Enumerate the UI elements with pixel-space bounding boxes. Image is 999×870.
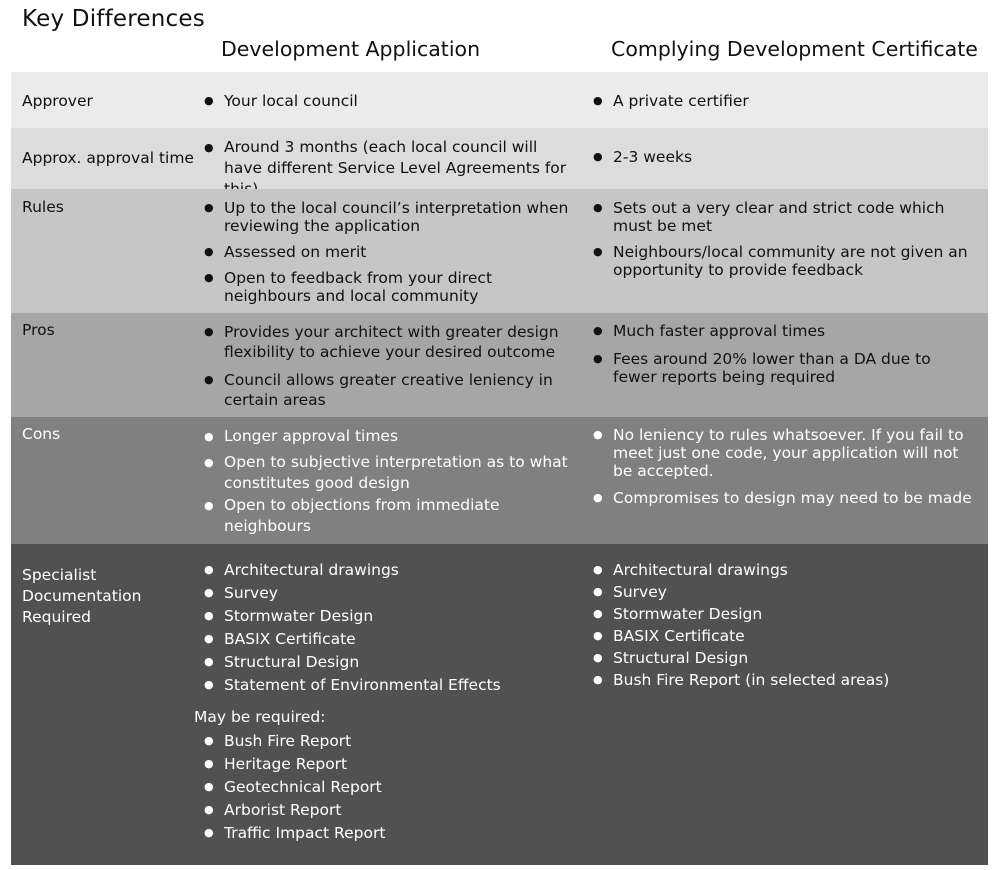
list-item: ● Heritage Report: [194, 755, 569, 773]
row-label: Approx. approval time: [22, 149, 194, 167]
list-item: ● Longer approval times: [194, 426, 569, 447]
list-item: ● BASIX Certificate: [194, 630, 569, 648]
da-list: [194, 561, 569, 694]
row-label: Pros: [22, 321, 55, 339]
list-item: ● Fees around 20% lower than a DA due to fewer reports being required: [583, 350, 978, 386]
row-approval-time: [11, 128, 988, 189]
row-label: Rules: [22, 198, 64, 216]
row-label: [22, 565, 194, 628]
list-item: ● Arborist Report: [194, 801, 569, 819]
list-item: ● Compromises to design may need to be made: [583, 489, 978, 507]
list-item: ● Much faster approval times: [583, 322, 978, 340]
row-pros: [11, 313, 988, 417]
list-item: ● Provides your architect with greater design flexibility to achieve your desired outcome: [194, 322, 569, 362]
list-item: ● Survey: [194, 584, 569, 602]
row-label: Approver: [22, 92, 93, 110]
list-item: ● Assessed on merit: [194, 243, 569, 261]
list-item: ● Bush Fire Report (in selected areas): [583, 671, 978, 689]
da-docs: [194, 561, 569, 847]
row-label-line: Documentation: [22, 587, 142, 605]
list-item: ● Statement of Environmental Effects: [194, 676, 569, 694]
cdc-list: [583, 322, 978, 386]
list-item: ● Stormwater Design: [583, 605, 978, 623]
row-rules: [11, 189, 988, 313]
list-item: ● Structural Design: [583, 649, 978, 667]
cdc-list: [583, 561, 978, 694]
list-item: ● BASIX Certificate: [583, 627, 978, 645]
list-item: ● No leniency to rules whatsoever. If you fail to meet just one code, your application will not be accepted.: [583, 426, 978, 480]
may-be-required-label: May be required:: [194, 708, 326, 726]
list-item: ● Sets out a very clear and strict code which must be met: [583, 199, 978, 235]
column-header-cdc: Complying Development Certificate: [611, 37, 978, 61]
da-list: [194, 92, 569, 110]
list-item: ● Council allows greater creative leniency in certain areas: [194, 370, 569, 410]
da-list: [194, 199, 569, 305]
da-list: [194, 322, 569, 410]
row-label-line: Specialist: [22, 566, 97, 584]
list-item: ● Traffic Impact Report: [194, 824, 569, 842]
da-list: [194, 426, 569, 537]
column-header-da: Development Application: [221, 37, 481, 61]
list-item: ● A private certifier: [583, 92, 978, 110]
row-label: Cons: [22, 425, 61, 443]
row-documentation: [11, 544, 988, 865]
list-item: ● Architectural drawings: [583, 561, 978, 579]
list-item: ● Around 3 months (each local council will have different Service Level Agreements for: [194, 137, 569, 200]
row-label-line: Required: [22, 608, 91, 626]
cdc-list: [583, 92, 978, 110]
cdc-list: [583, 199, 978, 279]
list-item: ● 2-3 weeks: [583, 148, 978, 166]
page-title: Key Differences: [22, 6, 205, 32]
list-item: ● Neighbours/local community are not given an opportunity to provide feedback: [583, 243, 978, 279]
list-item: ● Open to feedback from your direct neighbours and local community: [194, 269, 569, 305]
list-item: ● Structural Design: [194, 653, 569, 671]
row-cons: [11, 417, 988, 544]
list-item: ● Stormwater Design: [194, 607, 569, 625]
list-item: ● Open to subjective interpretation as to what constitutes good design: [194, 452, 569, 494]
list-item: ● Geotechnical Report: [194, 778, 569, 796]
list-item: ● Your local council: [194, 92, 569, 110]
list-item: ● Open to objections from immediate neighbours: [194, 495, 569, 537]
cdc-list: [583, 426, 978, 507]
row-approver: [11, 72, 988, 128]
cdc-list: [583, 148, 978, 166]
list-item: ● Architectural drawings: [194, 561, 569, 579]
list-item: ● Bush Fire Report: [194, 732, 569, 750]
da-optional-list: [194, 732, 569, 842]
list-item: ● Survey: [583, 583, 978, 601]
list-item: ● Up to the local council’s interpretation when reviewing the application: [194, 199, 569, 235]
